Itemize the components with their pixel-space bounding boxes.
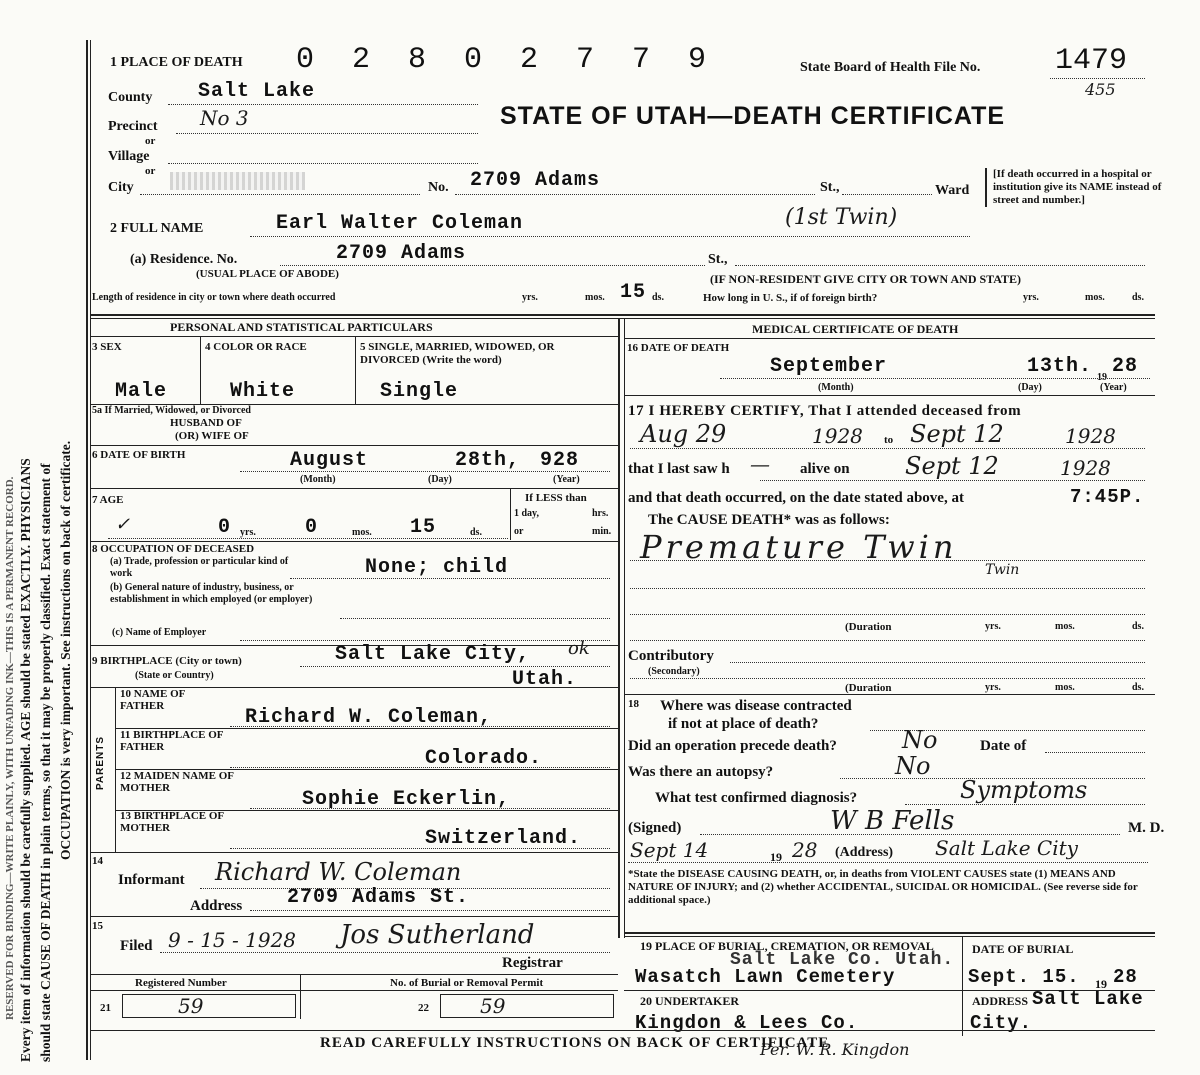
side-instructions-line1: Every item of information should be carefully supplied. AGE should be stated EXACTLY. PHYSICIANS (18, 458, 33, 1062)
mother-birthplace-label: 13 BIRTHPLACE OF MOTHER (120, 810, 224, 834)
secondary-label: (Secondary) (648, 666, 700, 677)
how-long-yrs: yrs. (1023, 292, 1039, 303)
alive-on-label: alive on (800, 461, 850, 477)
burial-place-overlay: Salt Lake Co. Utah. (730, 950, 955, 970)
duration-ds-1: ds. (1132, 621, 1144, 632)
hrs-caption: hrs. (592, 508, 609, 519)
sex-label: 3 SEX (92, 341, 122, 353)
mother-name: Sophie Eckerlin, (302, 788, 511, 811)
duration-ds-2: ds. (1132, 682, 1144, 693)
dob-label: 6 DATE OF BIRTH (92, 449, 186, 461)
burial-permit-label: No. of Burial or Removal Permit (390, 977, 544, 989)
duration-mos-1: mos. (1055, 621, 1075, 632)
dod-year-caption: (Year) (1100, 382, 1127, 393)
how-long-us-label: How long in U. S., if of foreign birth? (703, 292, 878, 304)
burial-permit-number: 59 (480, 994, 506, 1018)
age-ds: 15 (410, 516, 437, 539)
registered-number-label: Registered Number (135, 977, 227, 989)
contributory-label: Contributory (628, 648, 714, 664)
dob-year: 928 (540, 449, 580, 472)
operation-value: No (902, 726, 938, 754)
precinct-label: Precinct (108, 119, 158, 134)
date-of-death-label: 16 DATE OF DEATH (627, 342, 730, 354)
signed-year-prefix: 19 (770, 850, 782, 864)
city-label: City (108, 180, 134, 195)
birthplace-state-caption: (State or Country) (135, 670, 214, 681)
dob-year-caption: (Year) (553, 474, 580, 485)
undertaker-name: Kingdon & Lees Co. (635, 1012, 859, 1034)
birthplace-label: 9 BIRTHPLACE (City or town) (92, 655, 242, 667)
undertaker-signature: Per. W. R. Kingdon (760, 1040, 910, 1059)
dod-day: 13th. (1027, 355, 1093, 378)
age-yrs: 0 (218, 516, 232, 539)
marital-value: Single (380, 380, 459, 403)
medical-section-title: MEDICAL CERTIFICATE OF DEATH (752, 322, 959, 336)
or-label-2: or (145, 165, 156, 177)
burial-year-prefix: 19 (1095, 977, 1107, 991)
birthplace-city: Salt Lake City, (335, 643, 531, 666)
autopsy-label: Was there an autopsy? (628, 764, 774, 780)
less-than-label: If LESS than (525, 492, 587, 504)
burial-year: 28 (1113, 966, 1138, 988)
street-no-value: 2709 Adams (470, 169, 601, 192)
precinct-value: No 3 (200, 106, 249, 130)
street-no-label: No. (428, 180, 449, 195)
undertaker-address-1: Salt Lake (1032, 988, 1144, 1010)
or-label-1: or (145, 135, 156, 147)
informant-address-label: Address (190, 898, 243, 914)
spouse-label-1: 5a If Married, Widowed, or Divorced (92, 405, 251, 416)
institution-note: [If death occurred in a hospital or institution give its NAME instead of street and number.] (985, 168, 1183, 207)
birthplace-state: Utah. (512, 668, 578, 691)
residence-label: (a) Residence. No. (130, 252, 238, 267)
age-ds-caption: ds. (470, 527, 482, 538)
occupation-b-label: (b) General nature of industry, business, or establishment in which employed (or employer) (110, 582, 313, 605)
father-birthplace-label: 11 BIRTHPLACE OF FATHER (120, 729, 224, 753)
spouse-label-3: (OR) WIFE OF (175, 430, 249, 442)
informant-signature: Richard W. Coleman (215, 858, 462, 886)
certificate-title: STATE OF UTAH—DEATH CERTIFICATE (500, 102, 1006, 130)
filed-label: Filed (120, 938, 153, 954)
duration-yrs-2: yrs. (985, 682, 1001, 693)
birthplace-ok: ok (568, 638, 590, 659)
duration-yrs-1: yrs. (985, 621, 1001, 632)
attended-to-date: Sept 12 (910, 420, 1004, 448)
occupation-c-label: (c) Name of Employer (112, 627, 207, 638)
registrar-signature: Jos Sutherland (340, 920, 535, 950)
burial-permit-box (440, 994, 614, 1018)
place-of-death-label: 1 PLACE OF DEATH (110, 55, 243, 70)
dob-day: 28th, (455, 449, 521, 472)
operation-label: Did an operation precede death? (628, 738, 837, 754)
dod-year: 28 (1112, 355, 1139, 378)
registrar-label: Registrar (502, 955, 563, 971)
cause-sub: Twin (985, 562, 1020, 578)
city-value-obscured (170, 172, 305, 190)
age-yrs-caption: yrs. (240, 527, 256, 538)
md-label: M. D. (1128, 820, 1165, 836)
burial-place: Wasatch Lawn Cemetery (635, 966, 896, 988)
informant-label: Informant (118, 872, 185, 888)
physician-address-label: (Address) (835, 845, 894, 860)
age-label: 7 AGE (92, 494, 124, 506)
burial-place-label: 19 PLACE OF BURIAL, CREMATION, OR REMOVAL (640, 939, 934, 953)
father-name: Richard W. Coleman, (245, 706, 493, 729)
alive-year: 1928 (1060, 456, 1111, 480)
physician-address: Salt Lake City (935, 836, 1078, 860)
color-value: White (230, 380, 296, 403)
cause-label: The CAUSE DEATH* was as follows: (648, 512, 890, 528)
residence-st-label: St., (708, 252, 728, 267)
physician-signature: W B Fells (830, 806, 955, 836)
ward-label: Ward (935, 183, 970, 198)
parents-label: PARENTS (95, 735, 106, 790)
cause-value: Premature Twin (640, 528, 958, 566)
length-residence-label: Length of residence in city or town where death occurred (92, 292, 336, 303)
undertaker-address-2: City. (970, 1012, 1033, 1034)
mother-name-label: 12 MAIDEN NAME OF MOTHER (120, 770, 234, 794)
signed-label: (Signed) (628, 820, 682, 836)
certify-label: 17 I HEREBY CERTIFY, That I attended deceased from (628, 403, 1022, 419)
full-name-label: 2 FULL NAME (110, 221, 204, 236)
father-birthplace: Colorado. (425, 747, 543, 770)
certificate-number: 0 2 8 0 2 7 7 9 (296, 43, 717, 77)
registered-number: 59 (178, 994, 204, 1018)
dod-year-prefix: 19 (1097, 372, 1107, 383)
attended-from-date: Aug 29 (640, 420, 727, 448)
spouse-label-2: HUSBAND OF (170, 417, 242, 429)
dob-month-caption: (Month) (300, 474, 336, 485)
undertaker-address-label: ADDRESS (972, 994, 1029, 1008)
state-file-label: State Board of Health File No. (800, 60, 981, 75)
length-mos: mos. (585, 292, 605, 303)
dod-month: September (770, 355, 888, 378)
age-mos-caption: mos. (352, 527, 372, 538)
dob-month: August (290, 449, 369, 472)
sex-value: Male (115, 380, 168, 403)
signed-year: 28 (792, 838, 818, 862)
side-instructions-line3: OCCUPATION is very important. See instructions on back of certificate. (58, 440, 73, 860)
occupation-a-label: (a) Trade, profession or particular kind of work (110, 556, 289, 579)
full-name-value: Earl Walter Coleman (276, 212, 524, 235)
how-long-ds: ds. (1132, 292, 1144, 303)
date-of-label: Date of (980, 738, 1027, 754)
footer-instructions: READ CAREFULLY INSTRUCTIONS ON BACK OF CERTIFICATE (320, 1035, 830, 1051)
age-check: ✓ (115, 514, 131, 535)
registered-number-box (122, 994, 296, 1018)
county-label: County (108, 90, 153, 105)
village-label: Village (108, 149, 150, 164)
informant-address: 2709 Adams St. (287, 886, 470, 909)
state-file-number: 1479 (1055, 44, 1128, 78)
marital-label: 5 SINGLE, MARRIED, WIDOWED, OR DIVORCED (Write the word) (360, 341, 555, 366)
side-reserved-text: RESERVED FOR BINDING—WRITE PLAINLY, WITH UNFADING INK—THIS IS A PERMANENT RECORD. (4, 476, 16, 1020)
undertaker-label: 20 UNDERTAKER (640, 994, 740, 1008)
state-file-subnumber: 455 (1085, 80, 1116, 99)
less-day-label: 1 day, (514, 508, 540, 519)
q18-no: 18 (628, 698, 639, 710)
duration-label-2: (Duration (845, 682, 892, 694)
last-saw-dash: — (750, 452, 770, 476)
county-value: Salt Lake (198, 80, 316, 103)
signed-date: Sept 14 (630, 838, 709, 862)
alive-date: Sept 12 (905, 452, 999, 480)
burial-date: Sept. 15. (968, 966, 1080, 988)
how-long-mos: mos. (1085, 292, 1105, 303)
attended-to-year: 1928 (1065, 424, 1116, 448)
dod-day-caption: (Day) (1018, 382, 1042, 393)
color-label: 4 COLOR OR RACE (205, 341, 307, 353)
duration-mos-2: mos. (1055, 682, 1075, 693)
burial-permit-no: 22 (418, 1002, 429, 1014)
age-mos: 0 (305, 516, 319, 539)
length-yrs: yrs. (522, 292, 538, 303)
mother-birthplace: Switzerland. (425, 827, 582, 850)
personal-section-title: PERSONAL AND STATISTICAL PARTICULARS (170, 320, 433, 334)
test-label: What test confirmed diagnosis? (655, 790, 858, 806)
length-days-value: 15 (620, 281, 647, 304)
twin-note: (1st Twin) (785, 205, 898, 230)
occupation-label: 8 OCCUPATION OF DECEASED (92, 543, 255, 555)
registered-number-no: 21 (100, 1002, 111, 1014)
min-caption: min. (592, 526, 612, 537)
where-contracted-label-2: if not at place of death? (668, 716, 819, 732)
footnote: *State the DISEASE CAUSING DEATH, or, in deaths from VIOLENT CAUSES state (1) MEANS AND NATURE OF INJURY; and (2) whether ACCIDENTAL, SUICIDAL OR HOMICIDAL. (See reverse side for additional space.) (628, 868, 1138, 906)
burial-date-label: DATE OF BURIAL (972, 942, 1074, 956)
nonresident-label: (IF NON-RESIDENT GIVE CITY OR TOWN AND STATE) (710, 272, 1022, 286)
to-label: to (884, 434, 894, 446)
filed-date: 9 - 15 - 1928 (168, 928, 297, 952)
where-contracted-label: Where was disease contracted (660, 698, 852, 714)
attended-from-year: 1928 (812, 424, 863, 448)
test-value: Symptoms (960, 776, 1088, 804)
length-ds: ds. (652, 292, 664, 303)
dod-month-caption: (Month) (818, 382, 854, 393)
occupation-value: None; child (365, 556, 509, 579)
father-name-label: 10 NAME OF FATHER (120, 688, 185, 712)
st-label: St., (820, 180, 840, 195)
residence-value: 2709 Adams (336, 242, 467, 265)
last-saw-label: that I last saw h (628, 461, 730, 477)
usual-abode-label: (USUAL PLACE OF ABODE) (196, 268, 339, 280)
dob-day-caption: (Day) (428, 474, 452, 485)
side-instructions-line2: should state CAUSE OF DEATH in plain terms, so that it may be properly classified. Exact statement of (38, 463, 53, 1062)
or-caption: or (514, 526, 524, 537)
filed-no: 15 (92, 920, 103, 932)
informant-no: 14 (92, 855, 103, 867)
death-time: 7:45P. (1070, 486, 1145, 508)
death-occurred-label: and that death occurred, on the date stated above, at (628, 490, 964, 506)
autopsy-value: No (895, 752, 931, 780)
duration-label-1: (Duration (845, 621, 892, 633)
